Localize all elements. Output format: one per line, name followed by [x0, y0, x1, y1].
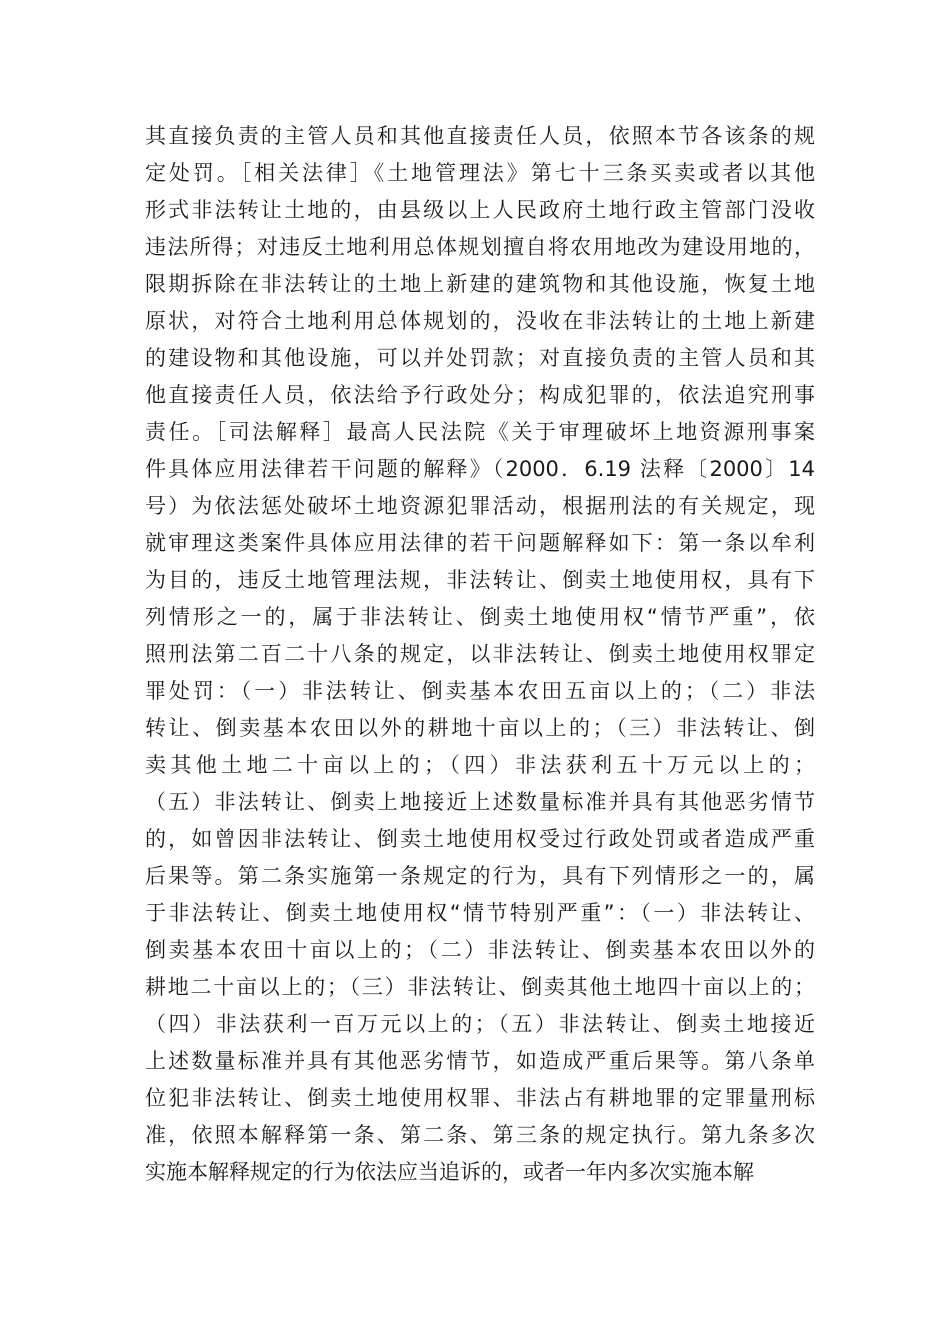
- text-line: 形式非法转让土地的，由县级以上人民政府土地行政主管部门没收: [145, 198, 815, 222]
- text-line: 原状，对符合土地利用总体规划的，没收在非法转让的土地上新建: [145, 309, 815, 333]
- text-line: 号）为依法惩处破坏土地资源犯罪活动，根据刑法的有关规定，现: [145, 494, 815, 518]
- text-line: 照刑法第二百二十八条的规定，以非法转让、倒卖土地使用权罪定: [145, 642, 815, 666]
- text-line: 他直接责任人员，依法给予行政处分；构成犯罪的，依法追究刑事: [145, 383, 815, 407]
- text-line: 为目的，违反土地管理法规，非法转让、倒卖土地使用权，具有下: [145, 568, 815, 592]
- text-line: 上述数量标准并具有其他恶劣情节，如造成严重后果等。第八条单: [145, 1049, 815, 1073]
- text-line: 其直接负责的主管人员和其他直接责任人员，依照本节各该条的规: [145, 124, 815, 148]
- body-text: [145, 118, 815, 1191]
- text-line: 罪处罚：（一）非法转让、倒卖基本农田五亩以上的；（二）非法: [145, 679, 815, 703]
- text-line: 就审理这类案件具体应用法律的若干问题解释如下：第一条以牟利: [145, 531, 815, 555]
- text-line: 转让、倒卖基本农田以外的耕地十亩以上的；（三）非法转让、倒: [145, 716, 815, 740]
- text-line: 的建设物和其他设施，可以并处罚款；对直接负责的主管人员和其: [145, 346, 815, 370]
- text-line: 耕地二十亩以上的；（三）非法转让、倒卖其他土地四十亩以上的；: [145, 975, 815, 999]
- text-line: 定处罚。［相关法律］《土地管理法》第七十三条买卖或者以其他: [145, 161, 815, 185]
- text-line: 实施本解释规定的行为依法应当追诉的，或者一年内多次实施本解: [145, 1160, 754, 1184]
- text-line: （四）非法获利一百万元以上的；（五）非法转让、倒卖土地接近: [145, 1012, 815, 1036]
- text-line: 责任。［司法解释］最高人民法院《关于审理破坏上地资源刑事案: [145, 420, 815, 444]
- text-line: 后果等。第二条实施第一条规定的行为，具有下列情形之一的，属: [145, 864, 815, 888]
- text-line: 位犯非法转让、倒卖土地使用权罪、非法占有耕地罪的定罪量刑标: [145, 1086, 815, 1110]
- text-line: 于非法转让、倒卖土地使用权“情节特别严重”：（一）非法转让、: [145, 901, 815, 925]
- text-line: 准，依照本解释第一条、第二条、第三条的规定执行。第九条多次: [145, 1123, 815, 1147]
- text-line: 列情形之一的，属于非法转让、倒卖土地使用权“情节严重”，依: [145, 605, 815, 629]
- text-line: 违法所得；对违反土地利用总体规划擅自将农用地改为建设用地的，: [145, 235, 815, 259]
- text-line: 限期拆除在非法转让的土地上新建的建筑物和其他设施，恢复土地: [145, 272, 815, 296]
- text-line: 倒卖基本农田十亩以上的；（二）非法转让、倒卖基本农田以外的: [145, 938, 815, 962]
- text-line: 件具体应用法律若干问题的解释》（2000．6.19 法释〔2000〕14: [145, 457, 815, 481]
- text-line: （五）非法转让、倒卖上地接近上述数量标准并具有其他恶劣情节: [145, 790, 815, 814]
- text-line: 卖其他土地二十亩以上的；（四）非法获利五十万元以上的；: [145, 753, 815, 777]
- text-line: 的，如曾因非法转让、倒卖土地使用权受过行政处罚或者造成严重: [145, 827, 815, 851]
